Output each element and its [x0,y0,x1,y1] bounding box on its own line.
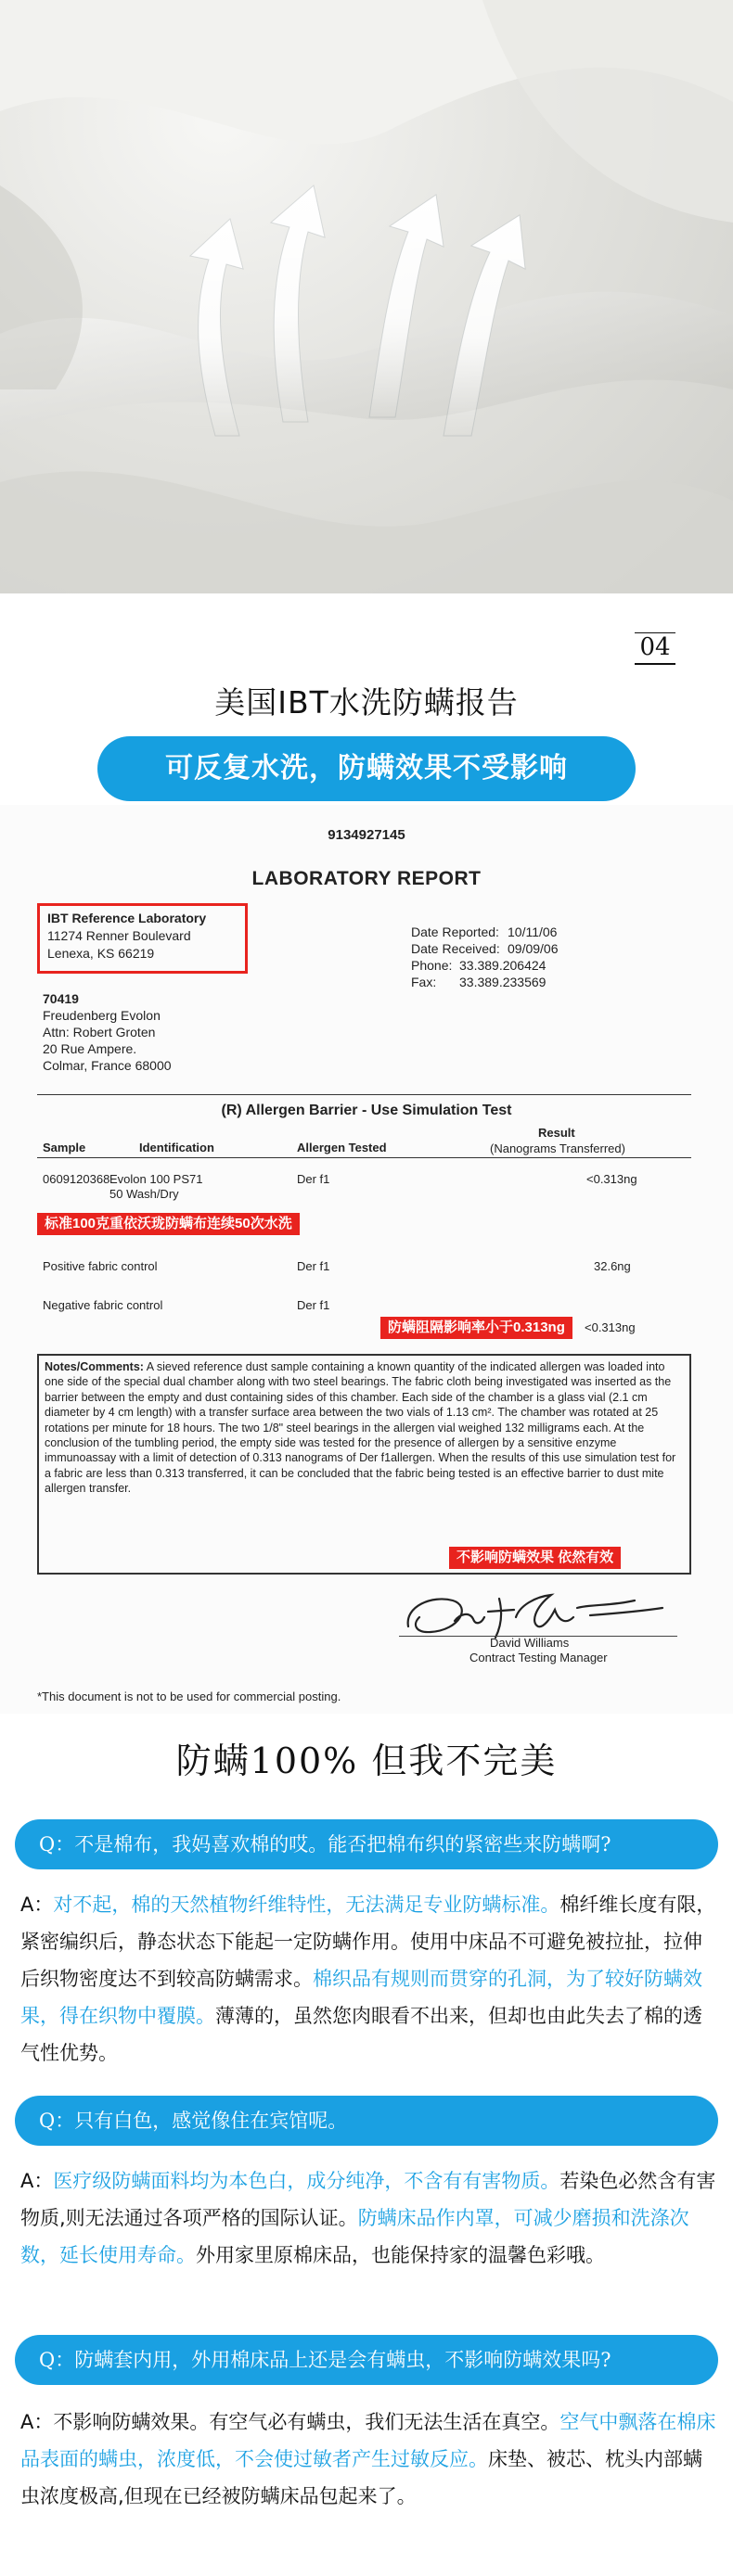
header-underline [37,1157,691,1158]
answer1-part3: 棉纤维长度有限，紧密编织后，静态状态下能起一定防螨作用。使用中床品不可避免被拉扯，拉伸后织物密度达不到较高防螨需求。 [20,1894,716,1990]
page-number [635,627,675,665]
row2-allergen: Der f1 [297,1259,330,1273]
date-received-label: Date Received: [411,941,500,956]
row1-identification2: 50 Wash/Dry [109,1187,179,1201]
disclaimer: *This document is not to be used for commercial posting. [37,1690,341,1703]
faq-answer-2 [20,2162,718,2274]
page-number-text: 04 [639,633,671,661]
faq-question-1: Q：不是棉布，我妈喜欢棉的哎。能否把棉布织的紧密些来防螨啊? [15,1819,718,1869]
col-result: Result [538,1126,575,1140]
client-attn: Attn: Robert Groten [43,1025,156,1039]
phone-value: 33.389.206424 [459,958,547,973]
answer2-part2: 医疗级防螨面料均为本色白，成分纯净，不含有有害物质。 [53,2170,560,2192]
answer2-part4: 防螨床品作内罩，可减少磨损和洗涤次数，延长使用寿命。 [20,2207,689,2266]
report-dates [411,924,559,990]
client-id: 70419 [43,991,79,1006]
client-company: Freudenberg Evolon [43,1008,161,1023]
signer-title: Contract Testing Manager [469,1651,608,1664]
hero-fabric-image [0,0,733,593]
client-city: Colmar, France 68000 [43,1058,172,1073]
faq-answer-1 [20,1886,718,2072]
row1-result: <0.313ng [586,1172,637,1186]
row1-allergen: Der f1 [297,1172,330,1186]
phone-label: Phone: [411,958,453,973]
col-sample: Sample [43,1141,86,1154]
laboratory-report [0,805,733,1714]
col-identification: Identification [139,1141,214,1154]
row3-allergen: Der f1 [297,1298,330,1312]
signer-name: David Williams [490,1636,570,1650]
col-result-unit: (Nanograms Transferred) [490,1141,625,1155]
lab-address-box [37,903,248,974]
answer3-part3: 床垫、被芯、枕头内部螨虫浓度极高,但现在已经被防螨床品包起来了。 [20,2448,702,2507]
annotation-effect: 不影响防螨效果 依然有效 [449,1547,621,1569]
col-allergen: Allergen Tested [297,1141,387,1154]
page-number-rule-bottom [635,663,675,665]
test-title: (R) Allergen Barrier - Use Simulation Test [221,1103,512,1118]
row1-identification: Evolon 100 PS71 [109,1172,203,1186]
answer1-part4: 棉织品有规则而贯穿的孔洞，为了较好防螨效果，得在织物中覆膜。 [20,1968,702,2027]
row1-sample: 0609120368 [43,1172,110,1186]
faq-question-3: Q：防螨套内用，外用棉床品上还是会有螨虫，不影响防螨效果吗? [15,2335,718,2385]
client-street: 20 Rue Ampere. [43,1041,137,1056]
answer3-part1: A：不影响防螨效果。有空气必有螨虫，我们无法生活在真空。 [20,2411,560,2433]
annotation-rate: 防螨阻隔影响率小于0.313ng [380,1317,572,1339]
faq-question-2: Q：只有白色，感觉像住在宾馆呢。 [15,2096,718,2146]
notes-text: A sieved reference dust sample containing a known quantity of the indicated allergen was loaded into one side of the special dual chamber along with two steel bearings. The fabric cloth being investigated was inserted as the barrier between the empty and dust containing sides of this chamber. Each side of the chamber is a glass vial (2.1 cm diameter by 4 cm length) with a transfer surface area between the two vials of 1.13 cm². The chamber was rotated at 25 rotations per minute for 18 hours. The two 1/8" steel bearings in the allergen vial weighed 132 milligrams each. At the conclusion of the tumbling period, the empty side was tested for the presence of allergen by a sensitive enzyme immunoassay with a limit of detection of 0.313 nanograms of Der f1allergen. When the results of this use simulation test for a fabric are less than 0.313 transferred, it can be concluded that the fabric being tested is an effective barrier to dust mite allergen transfer. [45,1360,676,1496]
row2-identification: Positive fabric control [43,1259,158,1273]
lab-address-line2: Lenexa, KS 66219 [47,946,155,961]
answer2-part3: 若染色必然含有害物质,则无法通过各项严格的国际认证。 [20,2170,716,2229]
row3-result: <0.313ng [585,1320,636,1334]
faq-heading: 防螨100% 但我不完美 [175,1741,558,1781]
row3-identification: Negative fabric control [43,1298,163,1312]
answer1-part1: A： [20,1894,54,1916]
date-received: 09/09/06 [508,941,559,956]
answer2-part1: A： [20,2170,54,2192]
date-reported: 10/11/06 [508,925,558,939]
answer1-part5: 薄薄的，虽然您肉眼看不出来，但却也由此失去了棉的透气性优势。 [20,2005,702,2064]
signer-block [469,1636,608,1665]
report-section-title: 美国IBT水洗防螨报告 [214,684,519,721]
divider [37,1094,691,1095]
faq-answer-3 [20,2404,718,2515]
lab-name: IBT Reference Laboratory [47,911,207,925]
lab-address-line1: 11274 Renner Boulevard [47,928,191,943]
answer2-part5: 外用家里原棉床品，也能保持家的温馨色彩哦。 [196,2244,605,2266]
answer3-part2: 空气中飘落在棉床品表面的螨虫，浓度低，不会使过敏者产生过敏反应。 [20,2411,716,2470]
date-reported-label: Date Reported: [411,925,499,939]
report-number: 9134927145 [328,827,405,843]
banner-washable: 可反复水洗，防螨效果不受影响 [97,736,636,801]
row2-result: 32.6ng [594,1259,631,1273]
annotation-wash: 标准100克重依沃珑防螨布连续50次水洗 [37,1213,300,1235]
report-title: LABORATORY REPORT [251,868,482,889]
client-address [43,990,172,1074]
fax-value: 33.389.233569 [459,975,547,989]
answer1-part2: 对不起，棉的天然植物纤维特性，无法满足专业防螨标准。 [53,1894,560,1916]
fax-label: Fax: [411,975,437,989]
fabric-folds [0,0,733,593]
notes-box [37,1354,691,1575]
notes-label: Notes/Comments: [45,1360,144,1373]
